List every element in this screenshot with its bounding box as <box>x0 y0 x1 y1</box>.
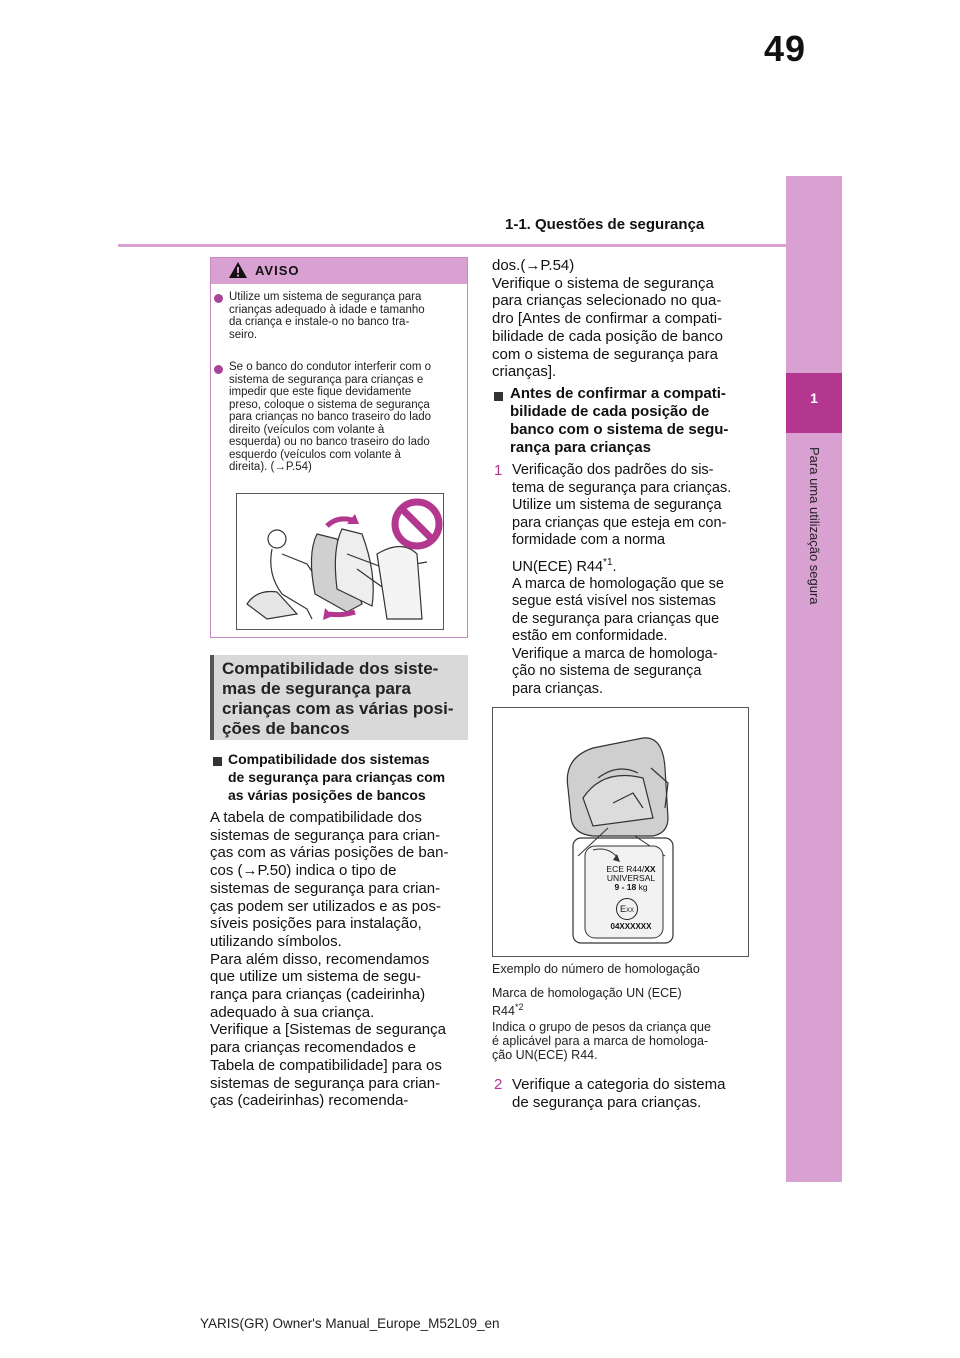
square-bullet <box>213 757 222 766</box>
text-line: direita). (→P.54) <box>229 461 312 473</box>
sub-heading-compatibility <box>228 750 468 804</box>
heading-line: crianças com as várias posi- <box>222 699 454 718</box>
approval-label-text <box>601 865 661 892</box>
chapter-side-tab <box>786 176 842 1182</box>
text-line: Para além disso, recomendamos <box>210 950 430 968</box>
text-line: para crianças recomendados e <box>210 1039 416 1057</box>
step-number-1: 1 <box>494 462 503 479</box>
text-line: sistema de segurança para crianças e <box>229 373 424 386</box>
text-line: Compatibilidade dos sistemas <box>228 751 430 767</box>
text-line: Verifique a categoria do sistema <box>512 1076 726 1093</box>
norm-end: . <box>612 558 617 575</box>
text-line: cos (→P.50) indica o tipo de <box>210 862 397 880</box>
chapter-number: 1 <box>810 390 818 406</box>
text-line: sistemas de segurança para crian- <box>210 1074 441 1092</box>
text-line: adequado à sua criança. <box>210 1003 375 1021</box>
warning-item-1 <box>229 291 465 341</box>
text-line: crianças]. <box>492 363 557 381</box>
step-number-2: 2 <box>494 1076 503 1093</box>
child-seat-prohibited-image <box>237 494 443 629</box>
text-line: Verificação dos padrões do sis- <box>512 462 714 478</box>
text-line: Antes de confirmar a compati- <box>510 385 726 402</box>
note-approval-mark <box>492 986 754 1018</box>
label-weight-range: 9 - 18 <box>614 882 637 892</box>
text-line: segue está visível nos sistemas <box>512 593 716 610</box>
text-line: bilidade de cada posição de <box>510 403 710 420</box>
step-1-text <box>512 462 762 698</box>
seat-interference-illustration <box>236 493 444 630</box>
text-line: preso, coloque o sistema de segurança <box>229 398 430 411</box>
footer-text: YARIS(GR) Owner's Manual_Europe_M52L09_en <box>200 1316 500 1331</box>
footnote-ref: *1 <box>603 556 613 568</box>
text-line: rança para crianças (cadeirinha) <box>210 986 426 1004</box>
text-line: Indica o grupo de pesos da criança que <box>492 1020 711 1034</box>
text-line: com o sistema de segurança para <box>492 345 718 363</box>
section-title: 1-1. Questões de segurança <box>505 216 705 233</box>
text-line: Marca de homologação UN (ECE) <box>492 986 682 1000</box>
square-bullet <box>494 392 503 401</box>
text-line: sistemas de segurança para crian- <box>210 879 441 897</box>
heading-line: mas de segurança para <box>222 679 411 698</box>
label-ece: ECE R44/ <box>606 864 645 874</box>
text-line: ças (cadeirinhas) recomenda- <box>210 1092 409 1110</box>
warning-header <box>211 258 467 284</box>
approval-mark-illustration <box>492 707 749 957</box>
circle-letter: E <box>619 904 626 914</box>
text-line: ção no sistema de segurança <box>512 663 702 680</box>
note-tail: R44 <box>492 1004 515 1019</box>
label-weight-unit: kg <box>638 882 648 892</box>
text-line: de segurança para crianças. <box>512 1093 702 1111</box>
sub-heading-before-confirming <box>510 385 760 457</box>
text-line: para crianças. <box>512 680 604 697</box>
text-line: Se o banco do condutor interferir com o <box>229 361 432 373</box>
text-line: Tabela de compatibilidade] para os <box>210 1056 442 1074</box>
text-line: dos.(→P.54) <box>492 257 575 274</box>
text-line: utilizando símbolos. <box>210 932 342 950</box>
text-line: estão em conformidade. <box>512 628 668 645</box>
child-seat-label-image <box>493 708 748 956</box>
label-xx: XX <box>644 864 656 874</box>
text-line: para crianças selecionado no qua- <box>492 292 722 310</box>
text-line: esquerdo (veículos com volante à <box>229 448 401 461</box>
text-line: banco com o sistema de segu- <box>510 421 729 438</box>
body-paragraph-left <box>210 809 472 1110</box>
approval-circle-e <box>616 898 638 920</box>
note-weight-group <box>492 1020 754 1062</box>
text-line: A marca de homologação que se <box>512 575 724 592</box>
text-line: ção UN(ECE) R44. <box>492 1048 598 1062</box>
text-line: rança para crianças <box>510 439 651 456</box>
text-line: Utilize um sistema de segurança <box>512 497 722 513</box>
heading-line: ções de bancos <box>222 719 350 738</box>
text-line: direito (veículos com volante à <box>229 423 385 436</box>
norm-line <box>512 554 762 576</box>
chapter-title: Para uma utilização segura <box>807 447 822 605</box>
text-line: formidade com a norma <box>512 532 666 548</box>
section-heading <box>222 659 466 739</box>
footnote-ref: *2 <box>514 1002 524 1012</box>
text-line: dro [Antes de confirmar a compati- <box>492 310 723 328</box>
text-line: que utilize um sistema de segu- <box>210 968 421 986</box>
text-line: da criança e instale-o no banco tra- <box>229 316 410 328</box>
page-number: 49 <box>764 28 807 69</box>
step-2-text <box>512 1076 762 1111</box>
circle-xx: XX <box>626 908 635 914</box>
text-line: seiro. <box>229 328 258 341</box>
warning-title: AVISO <box>255 263 300 278</box>
text-line: ças podem ser utilizados e as pos- <box>210 897 441 915</box>
approval-number: 04XXXXXX <box>610 922 652 931</box>
chapter-title-container <box>806 447 822 647</box>
warning-bullet <box>214 365 223 374</box>
text-line: Verifique a [Sistemas de segurança <box>210 1021 446 1039</box>
text-line: é aplicável para a marca de homologa- <box>492 1034 709 1048</box>
text-line <box>492 1000 754 1018</box>
label-universal: UNIVERSAL <box>606 873 656 883</box>
text-line: sistemas de segurança para crian- <box>210 826 441 844</box>
text-line: crianças adequado à idade e tamanho <box>229 303 425 316</box>
text-line: para crianças no banco traseiro do lado <box>229 411 432 423</box>
warning-item-2 <box>229 361 465 474</box>
heading-line: Compatibilidade dos siste- <box>222 659 439 678</box>
body-paragraph-right <box>492 257 754 381</box>
text-line: as várias posições de bancos <box>228 787 426 803</box>
text-line: para crianças que esteja em con- <box>512 514 727 531</box>
text-line: esquerda) ou no banco traseiro do lado <box>229 436 430 448</box>
text-line: bilidade de cada posição de banco <box>492 327 724 345</box>
caption-example <box>492 962 754 976</box>
label-weight <box>601 883 661 892</box>
warning-triangle-icon <box>228 261 248 279</box>
text-line: Utilize um sistema de segurança para <box>229 291 422 303</box>
text-line: A tabela de compatibilidade dos <box>210 809 422 826</box>
text-line: tema de segurança para crianças. <box>512 479 732 496</box>
text-line: de segurança para crianças com <box>228 769 446 785</box>
header-divider <box>118 244 842 247</box>
text-line: Verifique o sistema de segurança <box>492 274 714 292</box>
text-line: Verifique a marca de homologa- <box>512 645 718 662</box>
text-line: síveis posições para instalação, <box>210 915 422 933</box>
text-line: de segurança para crianças que <box>512 610 720 627</box>
warning-bullet <box>214 294 223 303</box>
text-line: impedir que este fique devidamente <box>229 386 412 398</box>
norm-text: UN(ECE) R44 <box>512 558 604 575</box>
text-line: ças com as várias posições de ban- <box>210 844 449 862</box>
text-line: Exemplo do número de homologação <box>492 962 700 976</box>
